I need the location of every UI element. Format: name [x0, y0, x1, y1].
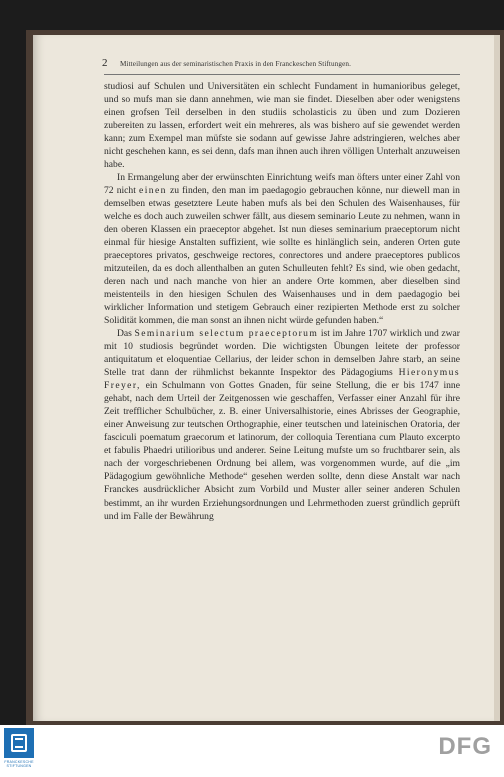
body-text: [104, 80, 460, 523]
header-rule: [104, 74, 460, 75]
library-icon: [4, 728, 34, 758]
spaced-title: Seminarium selectum praeceptorum: [134, 328, 319, 340]
franckesche-stiftungen-logo[interactable]: [4, 728, 34, 772]
dfg-logo[interactable]: DFG: [438, 733, 492, 760]
logo-text: FRANCKESCHE STIFTUNGEN: [4, 760, 34, 769]
page-edge: [494, 35, 500, 721]
page-number: 2: [102, 57, 108, 69]
paragraph-3: Das Seminarium selectum praeceptorum ist im Jahre 1707 wirklich und zwar mit 10 studiosis begründet worden. Die wichtigsten Übungen leitete der professor antiquitatum et eloquentiae Cellarius, der leider schon in demselben Jahre starb, an seine Stelle trat dann der rühmlichst bekannte Inspektor des Pädagogiums Hieronymus Freyer, ein Schulmann von Gottes Gnaden, für seine Stellung, die er bis 1747 inne gehabt, nach dem Urteil der Zeitgenossen wie geschaffen, Verfasser einer Anzahl für ihre Zeit trefflicher Schulbücher, z. B. einer Universalhistorie, eines Abrisses der Geographie, einer Anweisung zur teutschen Orthographie, einer teutschen und lateinischen Oratoria, der fasciculi poematum graecorum et latinorum, der colloquia Terentiana cum Plauto excerpto et fabulis Phaedri utilioribus und anderer. Seine Leitung mufste um so fruchtbarer sein, als nach der vorgeschriebenen Ordnung bei allem, was vorgenommen wurde, auf die „im Pädagogium gewöhnliche Methode“ gesehen werden sollte, denn diese Anstalt war nach Franckes ausdrücklicher Absicht zum Vorbild und Muster aller seiner anderen Schulen bestimmt, an ihr wurden Erziehungsordnungen und Lehrmethoden zuerst gründlich geprüft und im Falle der Bewährung: [104, 328, 460, 522]
spaced-name: Hieronymus Freyer,: [104, 367, 460, 392]
paragraph-2: In Ermangelung aber der erwünschten Einrichtung weifs man öfters unter einer Zahl von 72 nicht einen zu finden, den man im paedagogio gebrauchen könne, nur diewell man in demselben etwas gesetztere Leute haben mufs als bei den Schulen des Waisenhauses, für welche es doch auch zuweilen schwer fällt, aus diesem seminario Leute zu nehmen, wann in den oberen Klassen ein praeceptor abgehet. Ist nun dieses seminarium praeceptorum nicht einmal für hiesige Anstalten suffizient, wie sollte es hinlänglich sein, anderen Orten gute praeceptores privatos, geschweige rectores, conrectores und andere praeceptores publicos mitzuteilen, da es doch allenthalben an guten Schulleuten fehlt? Es sind, wie oben gedacht, deren nach und nach manche von hier an andere Orte kommen, aber dieselben sind meistenteils in den hiesigen Schulen des Waisenhauses und in dem paedagogio bei wirklicher Information und stetigem Gebrauch einer rezipierten Methode erst zu solcher Solidität kommen, die man sonst an ihnen nicht würde gefunden haben.“: [104, 172, 460, 327]
running-title: Mitteilungen aus der seminaristischen Praxis in den Franckeschen Stiftungen.: [120, 60, 351, 68]
spaced-word: einen: [139, 185, 167, 197]
viewer-footer: [0, 725, 504, 777]
paragraph-1: studiosi auf Schulen und Universitäten ein schlecht Fundament in humanioribus geleget, und so mufs man sie dann annehmen, wie man sie findet. Dieselben aber oder wenigstens einen grofsen Teil derselben in den studiis scholasticis zu üben und zum Dozieren zubereiten zu lassen, erfordert weit ein mehreres, als was bishero auf sie gewendet werden kann; zum Exempel man müfste sie sodann auf gewisse Jahre adstringieren, welches aber nicht geschehen kann, es sei denn, dafs man ihnen auch ihren völligen Unterhalt anzuweisen habe.: [104, 81, 460, 171]
